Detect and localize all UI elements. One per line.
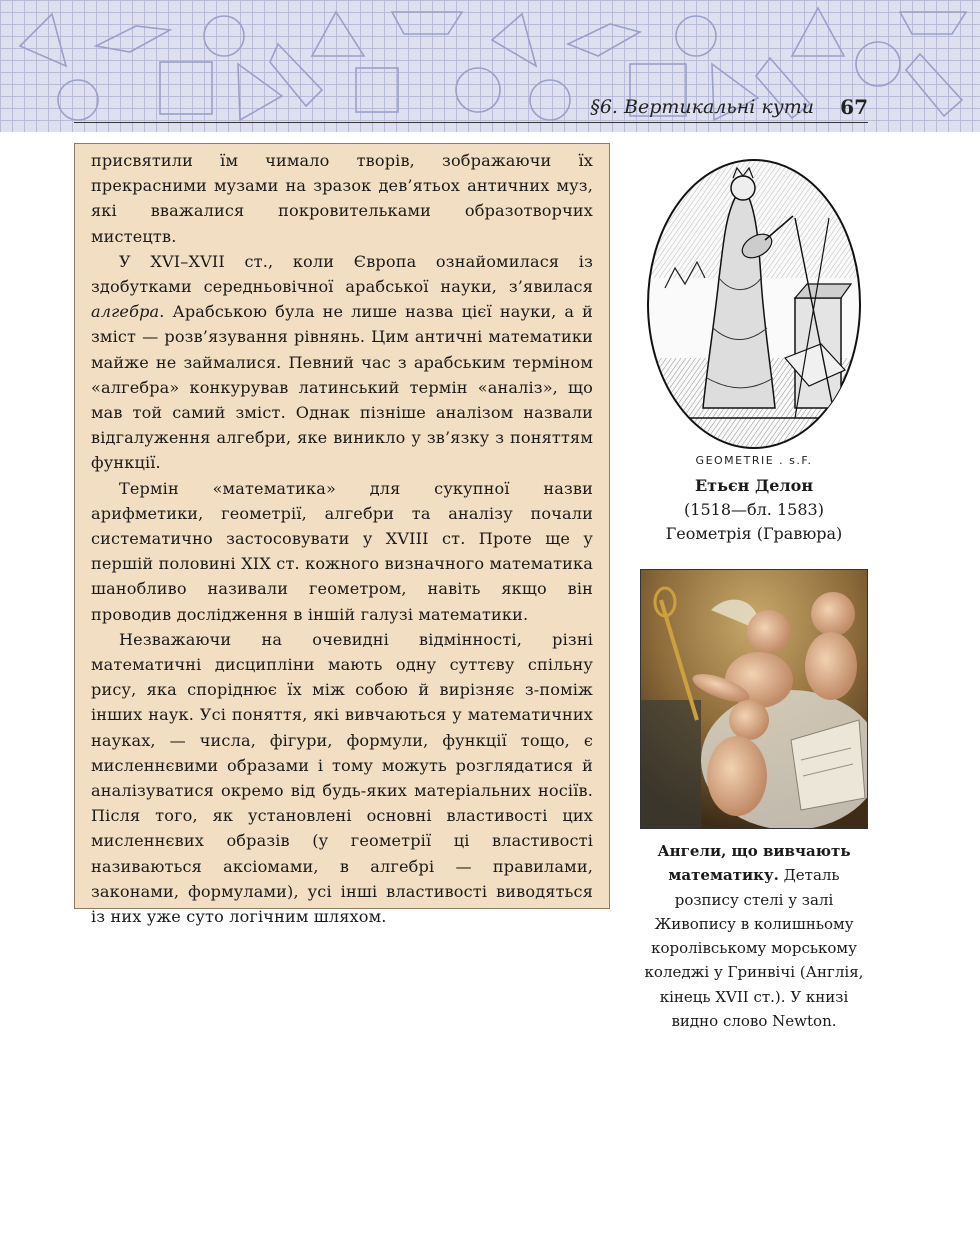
artist-name: Етьєн Делон bbox=[694, 476, 814, 495]
engraving-inscription: GEOMETRIE . s.F. bbox=[695, 454, 813, 466]
angels-painting bbox=[640, 569, 868, 829]
geometric-shapes-decoration bbox=[0, 0, 980, 132]
artist-dates: (1518—бл. 1583) bbox=[684, 500, 824, 519]
painting-caption-text: Деталь розпису стелі у залі Живопису в колишньому королівському морському коледжі у Гринвічі (Англія, кінець XVII ст.). У книзі видно слово Newton. bbox=[644, 866, 864, 1031]
artwork-title: Геометрія (Гравюра) bbox=[665, 524, 843, 543]
paragraph-2 bbox=[91, 249, 593, 476]
algebra-term: алгебра bbox=[91, 302, 160, 322]
geometry-engraving bbox=[645, 158, 863, 466]
paragraph-4: Незважаючи на очевидні відмінності, різні математичні дисципліни мають одну суттєву спільну рису, яка споріднює їх між собою й вирізняє з-поміж інших наук. Усі поняття, які вивчаються у математичних науках, — числа, фігури, формули, функції тощо, є мисленнєвими образами і тому можуть розглядатися й аналізуватися окремо від будь-яких матеріальних носіїв. Після того, як установлені основні властивості цих мисленнєвих образів (у геометрії ці властивості називаються аксіомами, в алгебрі — правилами, законами, формулами), усі інші властивості виводяться із них уже суто логічним шляхом. bbox=[91, 629, 593, 927]
painting-caption bbox=[641, 839, 867, 1033]
angels-painting-image bbox=[641, 570, 868, 829]
engraving-caption bbox=[641, 474, 867, 546]
page-number: 67 bbox=[840, 95, 868, 119]
running-title: §6. Вертикальні кути bbox=[590, 96, 814, 118]
painting-caption-title: Ангели, що вивчають математику. bbox=[657, 842, 851, 885]
paragraph-2-start: У XVI–XVII ст., коли Європа ознайомилася із здобутками середньовічної арабської науки, з’явилася bbox=[91, 251, 593, 297]
paragraph-1: присвятили їм чимало творів, зображаючи їх прекрасними музами на зразок дев’ятьох античних муз, які вважалися покровительками образотворчих мистецтв. bbox=[91, 151, 593, 246]
header-rule bbox=[74, 122, 868, 123]
header-decoration-band bbox=[0, 0, 980, 132]
main-text-box bbox=[74, 143, 610, 927]
paragraph-3: Термін «математика» для сукупної назви арифметики, геометрії, алгебри та аналізу почали систематично застосовувати у XVIII ст. Проте ще у першій половині XIX ст. кожного визначного математика шанобливо називали геометром, навіть якщо він проводив дослідження в іншій галузі математики. bbox=[91, 478, 593, 624]
paragraph-2-end: . Арабською була не лише назва цієї науки, а й зміст — розв’язування рівнянь. Цим античні математики майже не займалися. Певний час з арабським терміном «алгебра» конкурував латинський термін «аналіз», що мав той самий зміст. Однак пізніше аналізом назвали відгалуження алгебри, яке виникло у зв’язку з поняттям функції. bbox=[91, 302, 593, 473]
